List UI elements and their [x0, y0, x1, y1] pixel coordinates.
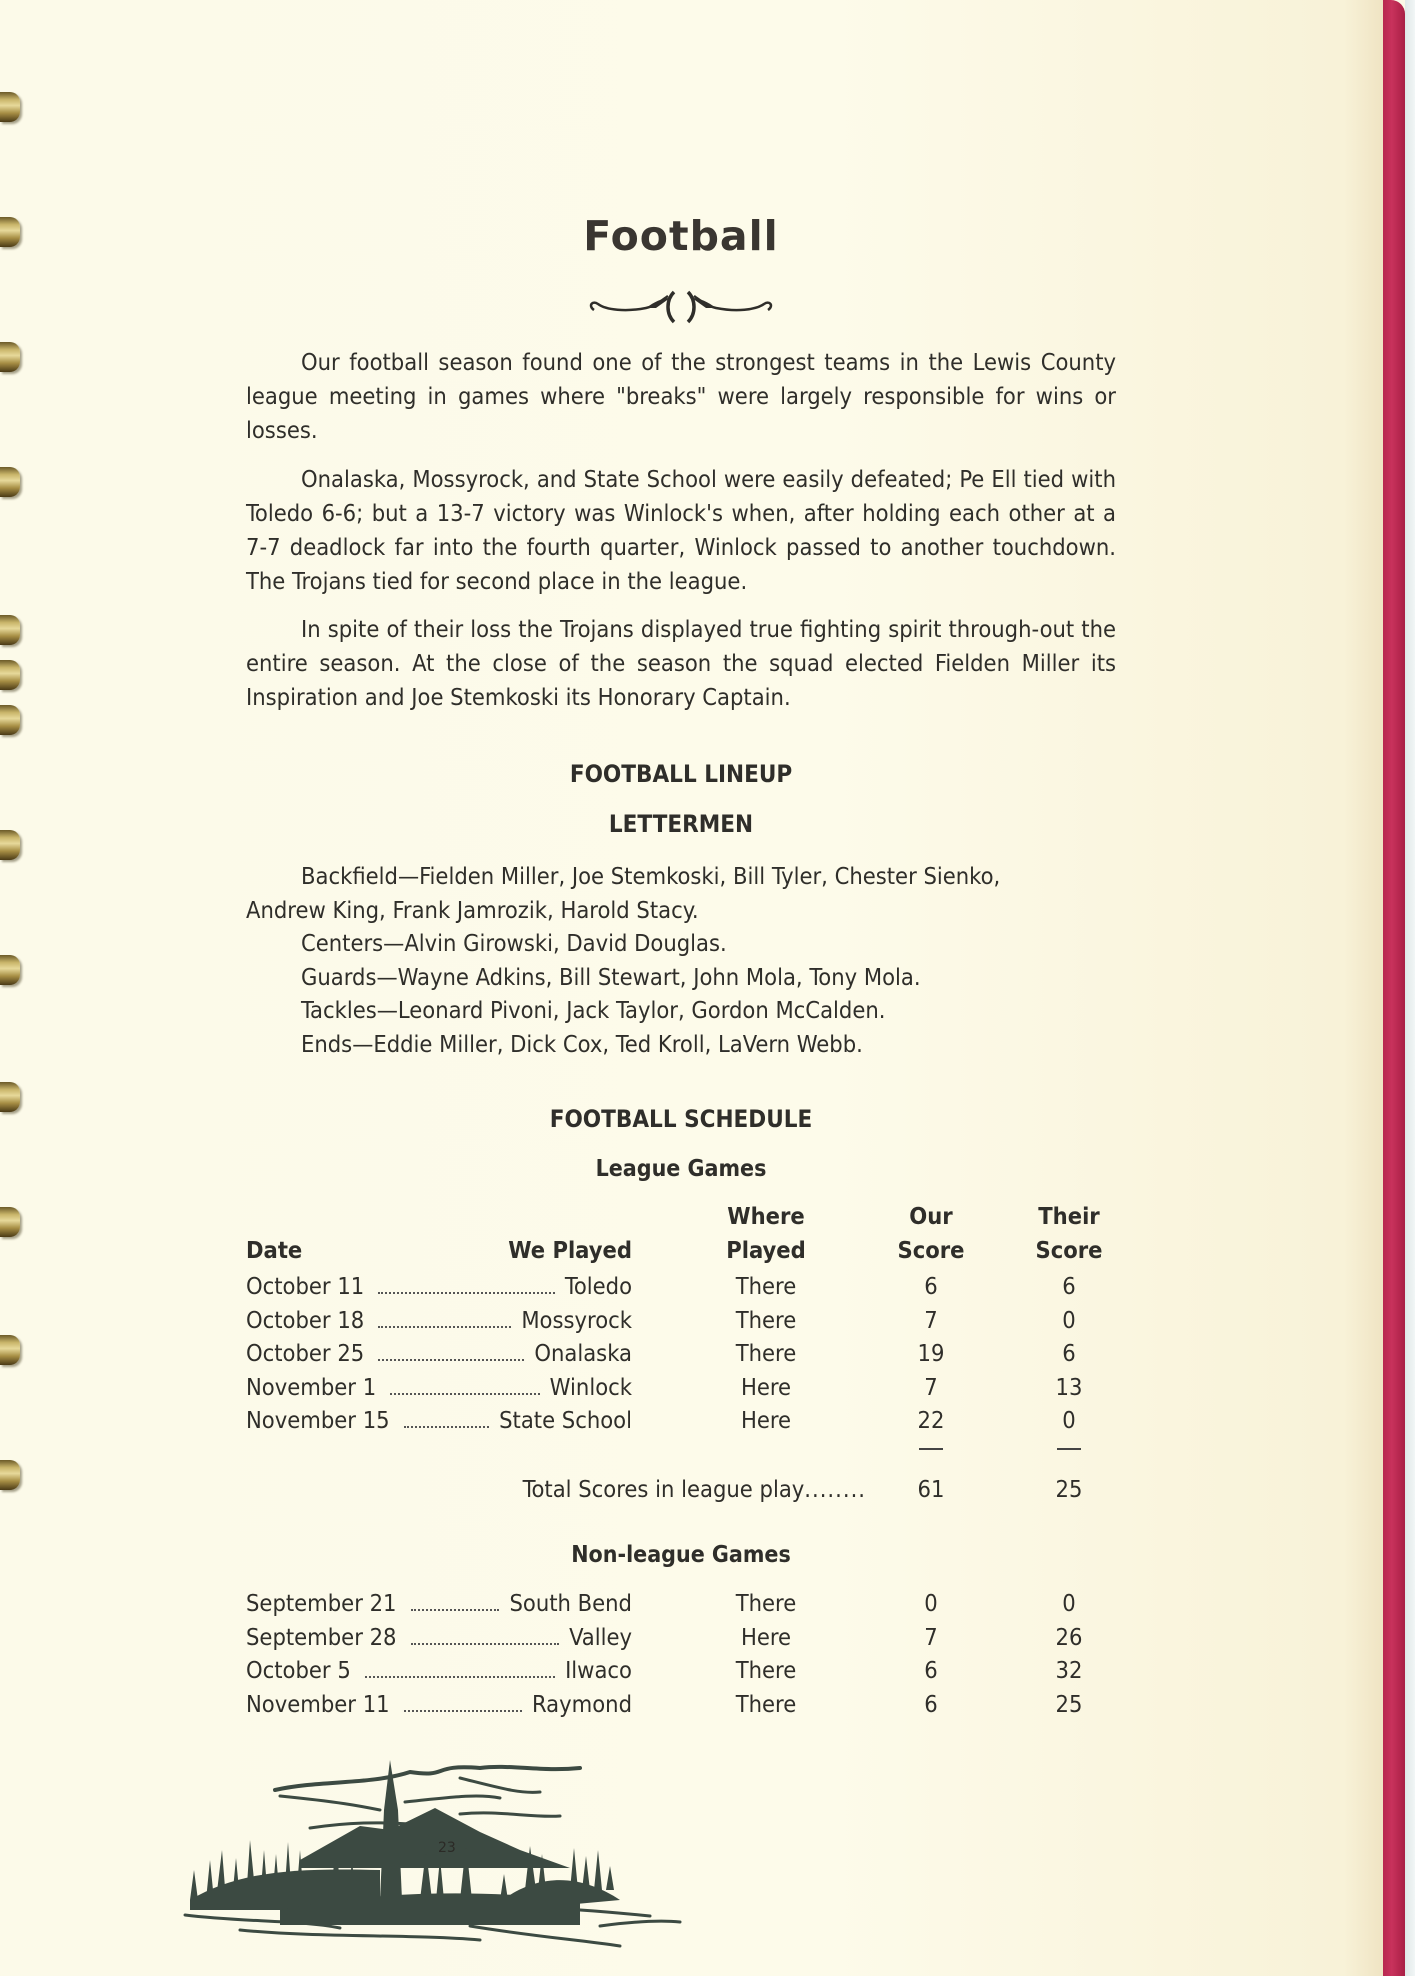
col-our-top: Our	[909, 1202, 953, 1230]
lineup-tackles: Tackles—Leonard Pivoni, Jack Taylor, Gordon McCalden.	[301, 996, 886, 1024]
dot-leader	[365, 1676, 555, 1678]
league-games-heading: League Games	[595, 1156, 767, 1182]
total-our-score: 61	[917, 1475, 945, 1503]
game-date: November 1	[246, 1372, 377, 1401]
their-total-rule	[1057, 1448, 1081, 1450]
game-location: There	[735, 1689, 797, 1718]
landscape-illustration	[180, 1750, 1180, 1950]
red-cover-edge	[1383, 0, 1405, 1976]
intro-paragraph: Our football season found one of the strongest teams in the Lewis County league meeting in games where "breaks" were largely responsible for wins or losses.	[246, 348, 1116, 444]
col-date: Date	[246, 1236, 303, 1264]
our-score: 6	[924, 1689, 938, 1718]
game-location: Here	[740, 1372, 792, 1401]
our-score: 19	[917, 1339, 945, 1367]
binding-ring	[0, 660, 20, 690]
game-date: October 25	[246, 1339, 365, 1367]
game-opponent: Winlock	[549, 1372, 632, 1401]
binding-ring	[0, 342, 20, 372]
game-row	[246, 1654, 1116, 1688]
game-opponent: Valley	[569, 1622, 632, 1651]
lineup-heading: FOOTBALL LINEUP	[569, 760, 793, 788]
binding-ring	[0, 1207, 20, 1237]
schedule-heading: FOOTBALL SCHEDULE	[549, 1105, 813, 1133]
their-score: 13	[1055, 1372, 1083, 1401]
their-score: 0	[1062, 1305, 1076, 1334]
game-date: October 18	[246, 1305, 365, 1334]
dot-leader	[378, 1359, 524, 1361]
game-opponent: Toledo	[564, 1272, 632, 1300]
game-opponent: Onalaska	[534, 1339, 632, 1367]
lineup-guards: Guards—Wayne Adkins, Bill Stewart, John Mola, Tony Mola.	[301, 962, 921, 991]
binding-ring	[0, 1082, 20, 1112]
page-number: 23	[438, 1840, 456, 1856]
binding-ring	[0, 467, 20, 497]
binding-ring	[0, 217, 20, 247]
game-location: There	[735, 1589, 797, 1617]
our-score: 7	[924, 1305, 938, 1334]
game-opponent: State School	[499, 1406, 632, 1434]
total-rules	[246, 1440, 1116, 1460]
their-score: 25	[1055, 1689, 1083, 1718]
game-date: October 11	[246, 1272, 365, 1300]
their-score: 26	[1055, 1622, 1083, 1651]
game-location: There	[735, 1272, 797, 1300]
game-row	[246, 1688, 1116, 1722]
dot-leader	[411, 1643, 559, 1645]
total-label: Total Scores in league play........	[522, 1475, 866, 1503]
their-score: 6	[1062, 1272, 1076, 1300]
our-score: 6	[924, 1272, 938, 1300]
game-row	[246, 1337, 1116, 1371]
col-opponent: We Played	[508, 1236, 632, 1264]
our-score: 22	[917, 1406, 945, 1434]
game-date: November 15	[246, 1406, 390, 1434]
lettermen-heading: LETTERMEN	[608, 810, 754, 838]
non-league-games-heading: Non-league Games	[571, 1542, 791, 1568]
game-date: September 21	[246, 1589, 397, 1617]
our-total-rule	[919, 1448, 943, 1450]
our-score: 0	[924, 1589, 938, 1617]
game-row	[246, 1270, 1116, 1304]
our-score: 7	[924, 1372, 938, 1401]
game-opponent: Ilwaco	[565, 1656, 632, 1684]
col-where-top: Where	[727, 1202, 805, 1230]
dot-leader	[390, 1393, 540, 1395]
league-games-table	[246, 1270, 1116, 1438]
binding-ring	[0, 830, 20, 860]
binding-ring	[0, 705, 20, 735]
game-opponent: Raymond	[532, 1689, 632, 1718]
our-score: 6	[924, 1656, 938, 1684]
lineup-ends: Ends—Eddie Miller, Dick Cox, Ted Kroll, LaVern Webb.	[301, 1029, 863, 1058]
their-score: 0	[1062, 1589, 1076, 1617]
binding-ring	[0, 1460, 20, 1490]
game-opponent: South Bend	[509, 1589, 632, 1617]
col-their-top: Their	[1038, 1202, 1100, 1230]
game-location: Here	[740, 1622, 792, 1651]
col-where-bottom: Played	[726, 1236, 806, 1264]
non-league-games-table	[246, 1587, 1116, 1721]
lineup-backfield	[246, 860, 1116, 927]
page-title: Football	[583, 212, 779, 260]
lineup-centers: Centers—Alvin Girowski, David Douglas.	[301, 929, 727, 957]
game-row	[246, 1371, 1116, 1405]
our-score: 7	[924, 1622, 938, 1651]
schedule-header-top	[246, 1202, 1116, 1236]
their-score: 32	[1055, 1656, 1083, 1684]
game-location: Here	[740, 1406, 792, 1434]
binding-ring	[0, 615, 20, 645]
game-location: There	[735, 1656, 797, 1684]
col-their-bottom: Score	[1035, 1236, 1103, 1264]
cover-edge-shadow	[1405, 0, 1415, 1976]
game-location: There	[735, 1305, 797, 1334]
game-date: November 11	[246, 1689, 390, 1718]
lettermen-list	[246, 860, 1116, 1061]
league-total-row	[246, 1472, 1116, 1506]
binding-ring	[0, 955, 20, 985]
intro-paragraph: Onalaska, Mossyrock, and State School were easily defeated; Pe Ell tied with Toledo 6-6; but a 13-7 victory was Winlock's when, after holding each other at a 7-7 deadlock far into the fourth quarter, Winlock passed to another touchdown. The Trojans tied for second place in the league.	[246, 465, 1116, 595]
game-row	[246, 1304, 1116, 1338]
game-row	[246, 1587, 1116, 1621]
dot-leader	[404, 1710, 522, 1712]
game-row	[246, 1404, 1116, 1438]
dot-leader	[378, 1292, 555, 1294]
intro-paragraph: In spite of their loss the Trojans displayed true fighting spirit through-out the entire season. At the close of the season the squad elected Fielden Miller its Inspiration and Joe Stemkoski its Honorary Captain.	[246, 615, 1116, 711]
total-their-score: 25	[1055, 1475, 1083, 1503]
dot-leader	[378, 1326, 511, 1328]
lineup-line: Backfield—Fielden Miller, Joe Stemkoski, Bill Tyler, Chester Sienko,	[301, 862, 1001, 890]
their-score: 6	[1062, 1339, 1076, 1367]
lineup-line-continued: Andrew King, Frank Jamrozik, Harold Stacy.	[246, 895, 699, 924]
game-date: October 5	[246, 1656, 351, 1684]
game-location: There	[735, 1339, 797, 1367]
their-score: 0	[1062, 1406, 1076, 1434]
binding-ring	[0, 92, 20, 122]
flourish-ornament-icon	[586, 286, 776, 326]
dot-leader	[404, 1426, 489, 1428]
schedule-header-bottom	[246, 1236, 1116, 1270]
game-opponent: Mossyrock	[521, 1305, 632, 1334]
game-row	[246, 1621, 1116, 1655]
dot-leader	[411, 1609, 499, 1611]
game-date: September 28	[246, 1622, 397, 1651]
binding-ring	[0, 1335, 20, 1365]
col-our-bottom: Score	[897, 1236, 965, 1264]
